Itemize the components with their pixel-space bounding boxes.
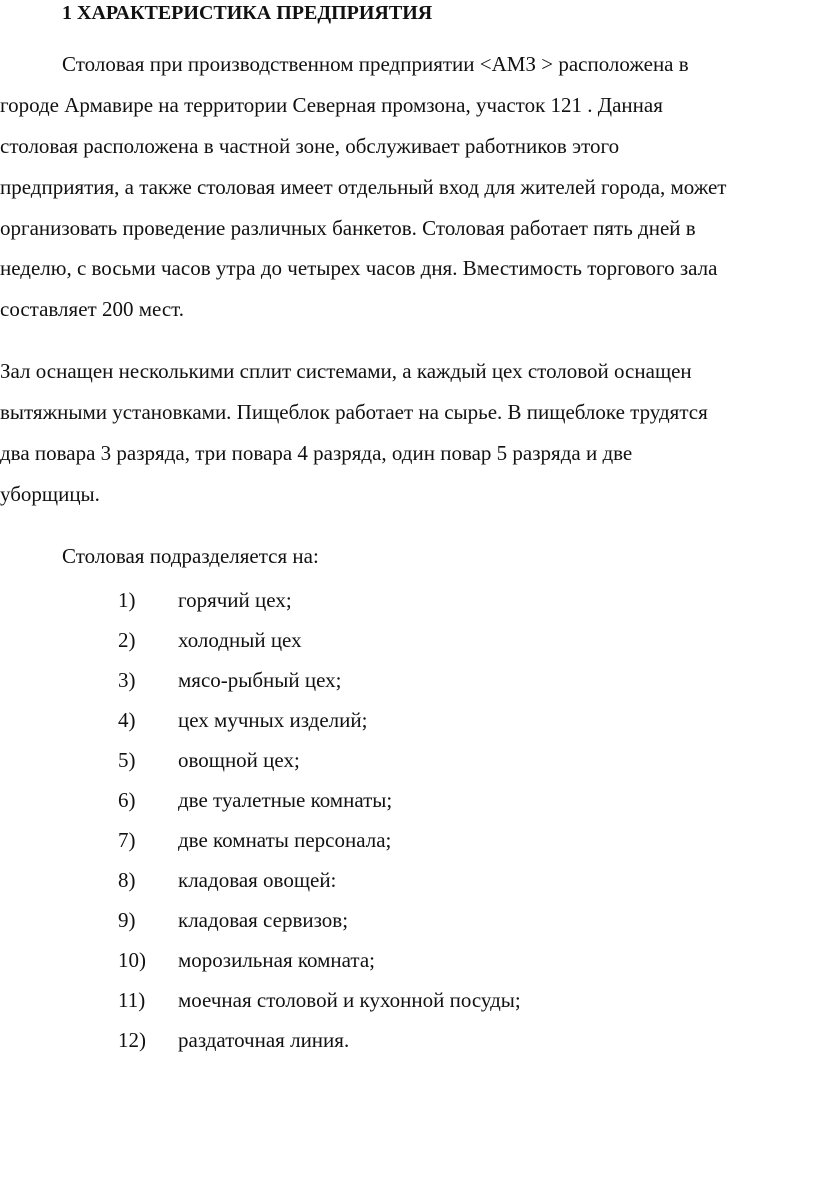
list-item-number: 10) — [118, 948, 146, 972]
list-item-number: 6) — [118, 788, 136, 812]
list-item-number: 11) — [118, 988, 146, 1012]
list-item-number: 8) — [118, 868, 136, 892]
list-item-number: 12) — [118, 1028, 146, 1052]
paragraph-2-line-1: Зал оснащен несколькими сплит системами, а каждый цех столовой оснащен — [0, 359, 692, 383]
paragraph-1-line-1: Столовая при производственном предприятии <АМЗ > расположена в — [62, 52, 689, 76]
list-item-text: холодный цех — [178, 628, 302, 652]
paragraph-2-line-4: уборщицы. — [0, 482, 100, 506]
list-item-text: цех мучных изделий; — [178, 708, 368, 732]
paragraph-1-line-5: организовать проведение различных банкетов. Столовая работает пять дней в — [0, 216, 696, 240]
list-item-text: кладовая овощей: — [178, 868, 337, 892]
list-intro: Столовая подразделяется на: — [62, 544, 319, 568]
paragraph-2-line-3: два повара 3 разряда, три повара 4 разряда, один повар 5 разряда и две — [0, 441, 633, 465]
paragraph-2-line-2: вытяжными установками. Пищеблок работает на сырье. В пищеблоке трудятся — [0, 400, 708, 424]
list-item-number: 2) — [118, 628, 136, 652]
list-item-text: раздаточная линия. — [178, 1028, 350, 1052]
list-item-text: мясо-рыбный цех; — [178, 668, 342, 692]
paragraph-1-line-3: столовая расположена в частной зоне, обслуживает работников этого — [0, 134, 620, 158]
list-item-text: кладовая сервизов; — [178, 908, 349, 932]
list-item-number: 1) — [118, 588, 136, 612]
list-item-number: 3) — [118, 668, 136, 692]
paragraph-1-line-7: составляет 200 мест. — [0, 297, 184, 321]
paragraph-1-line-4: предприятия, а также столовая имеет отдельный вход для жителей города, может — [0, 175, 727, 199]
list-item-text: моечная столовой и кухонной посуды; — [178, 988, 521, 1012]
list-item-text: морозильная комната; — [178, 948, 375, 972]
list-item-text: две туалетные комнаты; — [178, 788, 393, 812]
list-item-text: две комнаты персонала; — [178, 828, 392, 852]
section-heading: 1 ХАРАКТЕРИСТИКА ПРЕДПРИЯТИЯ — [62, 2, 433, 24]
list-item-text: овощной цех; — [178, 748, 300, 772]
list-item-number: 4) — [118, 708, 136, 732]
list-item-number: 7) — [118, 828, 136, 852]
paragraph-1-line-6: неделю, с восьми часов утра до четырех часов дня. Вместимость торгового зала — [0, 256, 718, 280]
list-item-number: 9) — [118, 908, 136, 932]
list-item-text: горячий цех; — [178, 588, 292, 612]
paragraph-1-line-2: городе Армавире на территории Северная промзона, участок 121 . Данная — [0, 93, 663, 117]
list-item-number: 5) — [118, 748, 136, 772]
